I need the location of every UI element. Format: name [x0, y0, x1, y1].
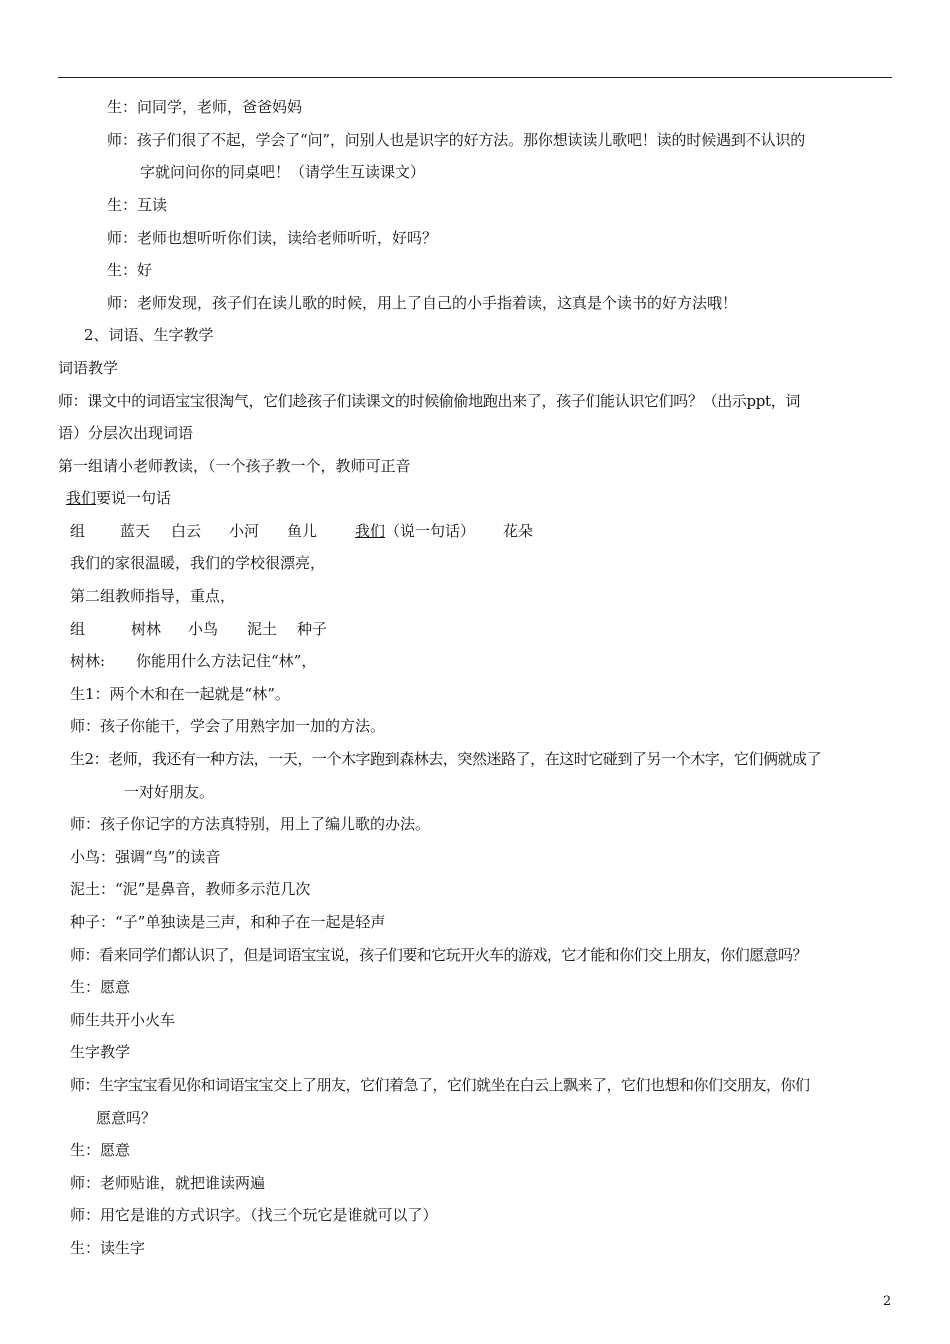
- text-line: 泥土：“泥”是鼻音，教师多示范几次: [70, 880, 311, 898]
- text-line: 语）分层次出现词语: [58, 424, 194, 442]
- text-line: 师：课文中的词语宝宝很淘气，它们趁孩子们读课文的时候偷偷地跑出来了，孩子们能认识它们吗？（出示ppt，词: [58, 392, 801, 410]
- word-item: 种子: [297, 620, 328, 638]
- word-item: 小河: [229, 522, 260, 540]
- text-line: 生：互读: [107, 196, 168, 214]
- word-item: 白云: [171, 522, 202, 540]
- text-line: 一对好朋友。: [124, 783, 215, 801]
- word-note: （说一句话）: [385, 522, 476, 540]
- word-item: 鱼儿: [287, 522, 318, 540]
- text-line: 师：孩子们很了不起，学会了“问”，问别人也是识字的好方法。那你想读读儿歌吧！读的时候遇到不认识的: [107, 131, 806, 149]
- text-line: 生1：两个木和在一起就是“林”。: [70, 685, 290, 703]
- word-item: 树林: [131, 620, 162, 638]
- word-item: 蓝天: [120, 522, 151, 540]
- word-row: [70, 521, 533, 541]
- word-item: 花朵: [503, 522, 534, 540]
- text-line: 师：用它是谁的方式识字。（找三个玩它是谁就可以了）: [70, 1206, 438, 1224]
- text-line: 师生共开小火车: [70, 1011, 176, 1029]
- header-rule: [58, 77, 892, 78]
- text-line: 生：愿意: [70, 1141, 131, 1159]
- text-line: 师：生字宝宝看见你和词语宝宝交上了朋友，它们着急了，它们就坐在白云上飘来了，它们也想和你们交朋友，你们: [70, 1076, 810, 1094]
- text-line: 师：老师贴谁，就把谁读两遍: [70, 1174, 266, 1192]
- word-row: [70, 619, 327, 639]
- text-line: [70, 651, 316, 671]
- section-heading: 2、词语、生字教学: [84, 326, 214, 344]
- word-item: 组: [70, 522, 86, 540]
- text-line: 种子：“子”单独读是三声，和种子在一起是轻声: [70, 913, 386, 931]
- line-label: 树林:: [70, 652, 106, 670]
- text-line: 师：老师发现，孩子们在读儿歌的时候，用上了自己的小手指着读，这真是个读书的好方法哦！: [107, 294, 738, 312]
- word-item: 小鸟: [188, 620, 219, 638]
- text-line: 第一组请小老师教读，（一个孩子教一个，教师可正音: [58, 457, 411, 475]
- section-heading: 词语教学: [58, 359, 119, 377]
- text-line: 第二组教师指导，重点，: [70, 587, 236, 605]
- text-line: 生2：老师，我还有一种方法，一天，一个木字跑到森林去，突然迷路了，在这时它碰到了另一个木字，它们俩就成了: [70, 750, 822, 768]
- word-item: 组: [70, 620, 86, 638]
- text-line: 师：孩子你记字的方法真特别，用上了编儿歌的办法。: [70, 815, 431, 833]
- text-line: 师：老师也想听听你们读，读给老师听听，好吗？: [107, 229, 438, 247]
- line-rest: 要说一句话: [96, 489, 172, 507]
- text-line: [66, 488, 171, 508]
- text-line: 愿意吗？: [96, 1109, 157, 1127]
- section-heading: 生字教学: [70, 1043, 131, 1061]
- text-line: 生：读生字: [70, 1239, 146, 1257]
- line-rest: 你能用什么方法记住“林”，: [136, 652, 317, 670]
- underlined-word: 我们: [66, 489, 97, 507]
- underlined-word: 我们: [355, 522, 386, 540]
- text-line: 我们的家很温暖，我们的学校很漂亮，: [70, 554, 326, 572]
- text-line: 师：孩子你能干，学会了用熟字加一加的方法。: [70, 717, 386, 735]
- text-line: 字就问问你的同桌吧！（请学生互读课文）: [140, 163, 426, 181]
- text-line: 生：好: [107, 261, 153, 279]
- text-line: 小鸟：强调“鸟”的读音: [70, 848, 221, 866]
- text-line: 生：问同学，老师，爸爸妈妈: [107, 98, 303, 116]
- text-line: 师：看来同学们都认识了，但是词语宝宝说，孩子们要和它玩开火车的游戏，它才能和你们交上朋友，你们愿意吗？: [70, 946, 807, 964]
- text-line: 生：愿意: [70, 978, 131, 996]
- word-item: 泥土: [247, 620, 278, 638]
- page-number: 2: [883, 1294, 892, 1309]
